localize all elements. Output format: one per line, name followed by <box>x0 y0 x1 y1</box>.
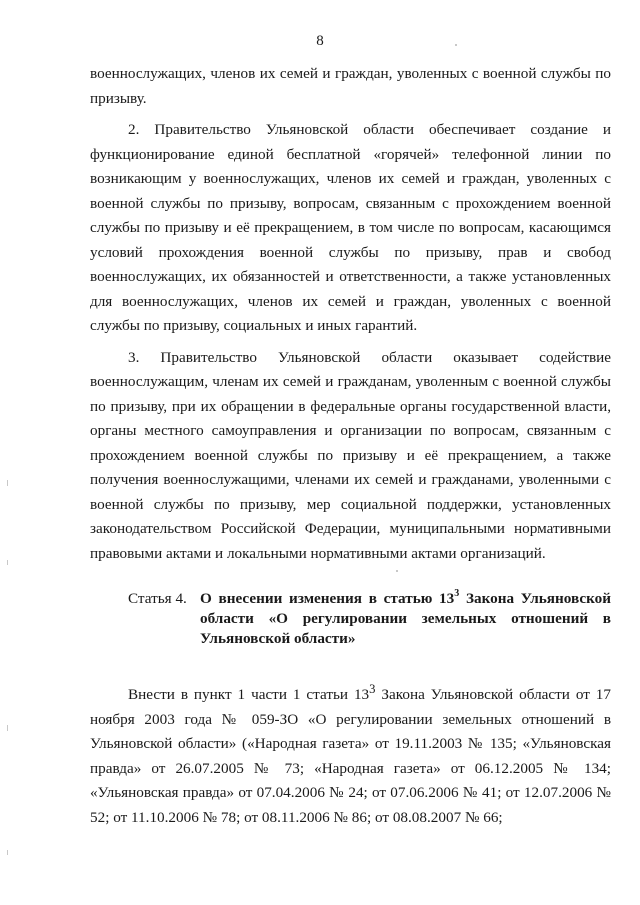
paragraph-item-2: 2. Правительство Ульяновской области обеспечивает создание и функционирование единой бесплатной «горячей» телефонной линии по возникающим у военнослужащих, членов их семей и граждан, уволенных с военной службы по призыву, вопросам, связанным с прохождением военной службы по призыву и её прекращением, в том числе по вопросам, касающимся условий прохождения военной службы по призыву, прав и свобод военнослужащих, их обязанностей и ответственности, а также установленных для военнослужащих, членов их семей и граждан, уволенных с военной службы по призыву, социальных и иных гарантий. <box>90 121 611 334</box>
paragraph-continuation: военнослужащих, членов их семей и граждан, уволенных с военной службы по призыву. <box>90 65 611 107</box>
page-number: 8 <box>316 33 324 49</box>
scan-mark <box>7 560 8 565</box>
scan-mark <box>396 570 398 572</box>
paragraph-item-3: 3. Правительство Ульяновской области оказывает содействие военнослужащим, членам их семей и гражданам, уволенным с военной службы по призыву, при их обращении в федеральные органы государственной власти, органы местного самоуправления и организации по вопросам, связанным с прохождением военной службы по призыву и её прекращением, а также получения военнослужащими, членами их семей и гражданами, уволенными с военной службы по призыву, мер социальной поддержки, установленных законодательством Российской Федерации, муниципальными нормативными правовыми актами и локальными нормативными актами организаций. <box>90 348 611 562</box>
amendment-text-part-2: Закона Ульяновской области от 17 ноября 2003 года № 059-ЗО «О регулировании земельных отношений в Ульяновской области» («Народная газета» от 19.11.2003 № 135; «Ульяновская правда» от 26.07.2005 № 73; «Народная газета» от 06.12.2005 № 134; «Ульяновская правда» от 07.04.2006 № 24; от 07.06.2006 № 41; от 12.07.2006 № 52; от 11.10.2006 № 78; от 08.11.2006 № 86; от 08.08.2007 № 66; <box>90 686 611 826</box>
article-label: Статья 4. <box>128 590 187 607</box>
amendment-paragraph <box>90 677 611 830</box>
scan-mark <box>455 44 457 46</box>
scan-mark <box>7 850 8 855</box>
article-title-part-1: О внесении изменения в статью 13 <box>200 590 455 607</box>
amendment-body <box>90 677 611 830</box>
amendment-text-part-1: Внести в пункт 1 части 1 статьи 13 <box>128 686 370 704</box>
article-title-superscript: 3 <box>454 587 460 599</box>
document-body <box>90 62 611 566</box>
article-title <box>200 589 611 649</box>
amendment-superscript: 3 <box>369 682 376 696</box>
article-title-part-2: Закона Ульяновской области «О регулировании земельных отношений в Ульяновской области» <box>200 590 611 647</box>
scan-mark <box>7 480 8 486</box>
scan-mark <box>7 725 8 731</box>
